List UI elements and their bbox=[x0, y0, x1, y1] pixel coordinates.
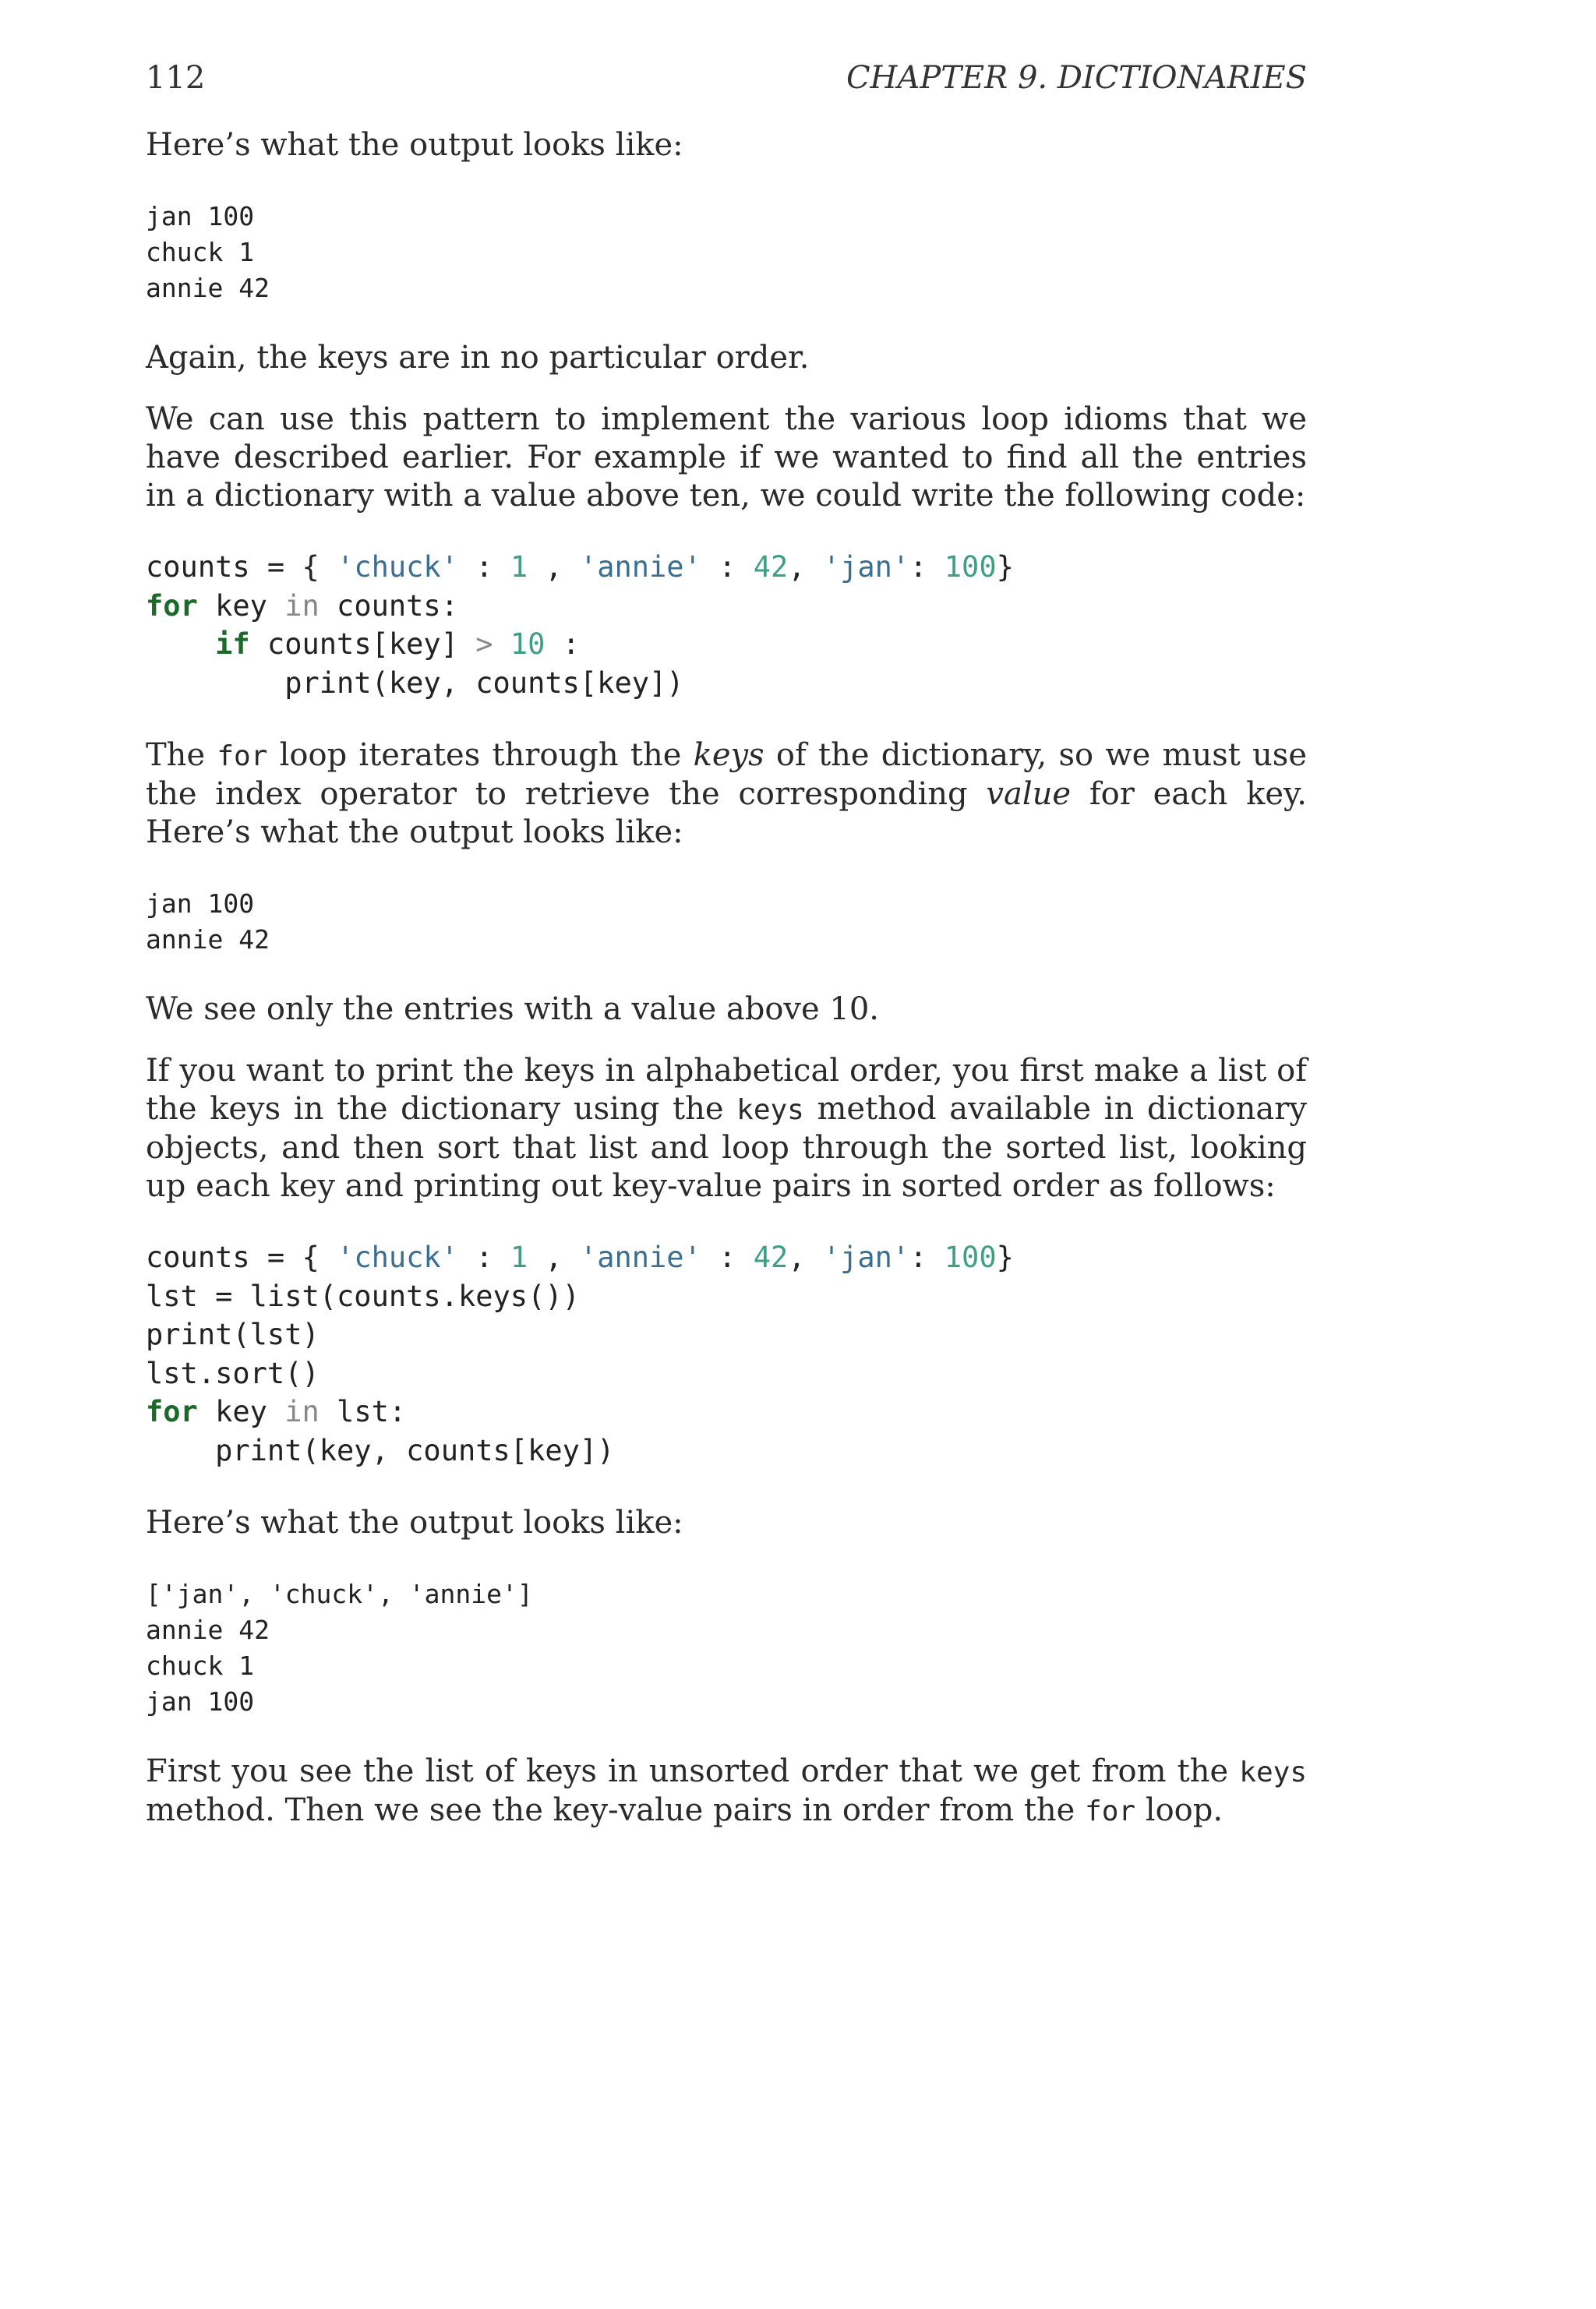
code-line: counts = { 'chuck' : 1 , 'annie' : 42, 'jan': 100} bbox=[146, 1241, 1014, 1274]
entries-above-ten-text: We see only the entries with a value above 10. bbox=[146, 991, 879, 1027]
page-number: 112 bbox=[146, 60, 206, 96]
output-line: ['jan', 'chuck', 'annie'] bbox=[146, 1579, 533, 1609]
output-line: jan 100 bbox=[146, 201, 255, 231]
code-line: print(key, counts[key]) bbox=[146, 666, 684, 700]
output-line: annie 42 bbox=[146, 273, 270, 303]
output-line: annie 42 bbox=[146, 1615, 270, 1645]
output-intro-text: Here’s what the output looks like: bbox=[146, 127, 683, 163]
keys-order-text: Again, the keys are in no particular order. bbox=[146, 340, 810, 376]
code-line: for key in counts: bbox=[146, 588, 458, 623]
code-line: for key in lst: bbox=[146, 1395, 407, 1428]
output-line: jan 100 bbox=[146, 1686, 255, 1717]
running-header bbox=[146, 55, 1307, 101]
output-block-3 bbox=[146, 1576, 1307, 1720]
pattern-paragraph: We can use this pattern to implement the various loop idioms that we have described earlier. For example if we wanted to find all the entries in a dictionary with a value above ten, we could write the following code: bbox=[146, 401, 1307, 514]
book-page bbox=[146, 55, 1307, 1831]
code-line: if counts[key] > 10 : bbox=[215, 627, 580, 661]
code-line: lst = list(counts.keys()) bbox=[146, 1279, 580, 1313]
alphabetical-paragraph: If you want to print the keys in alphabetical order, you first make a list of the keys in the dictionary using the keys method available in dictionary objects, and then sort that list and loop through the sorted list, looking up each key and printing out key-value pairs in sorted order as follows: bbox=[146, 1053, 1307, 1204]
chapter-title: CHAPTER 9. DICTIONARIES bbox=[846, 60, 1307, 96]
code-block-2 bbox=[146, 1238, 1307, 1470]
code-block-1 bbox=[146, 548, 1307, 702]
for-loop-paragraph: The for loop iterates through the keys of the dictionary, so we must use the index operator to retrieve the corresponding value for each key. Here’s what the output looks like: bbox=[146, 737, 1308, 850]
output-block-2 bbox=[146, 886, 1307, 958]
output-line: jan 100 bbox=[146, 888, 255, 919]
output-line: chuck 1 bbox=[146, 1651, 255, 1681]
output-line: annie 42 bbox=[146, 924, 270, 955]
output-intro-text-2: Here’s what the output looks like: bbox=[146, 1505, 683, 1541]
output-block-1 bbox=[146, 199, 1307, 306]
final-paragraph: First you see the list of keys in unsorted order that we get from the keys method. Then we see the key-value pairs in order from the for loop. bbox=[146, 1753, 1307, 1828]
output-line: chuck 1 bbox=[146, 237, 255, 267]
code-line: print(key, counts[key]) bbox=[146, 1433, 615, 1467]
code-line: print(lst) bbox=[146, 1318, 320, 1351]
code-line: counts = { 'chuck' : 1 , 'annie' : 42, 'jan': 100} bbox=[146, 550, 1014, 584]
code-line: lst.sort() bbox=[146, 1356, 320, 1390]
